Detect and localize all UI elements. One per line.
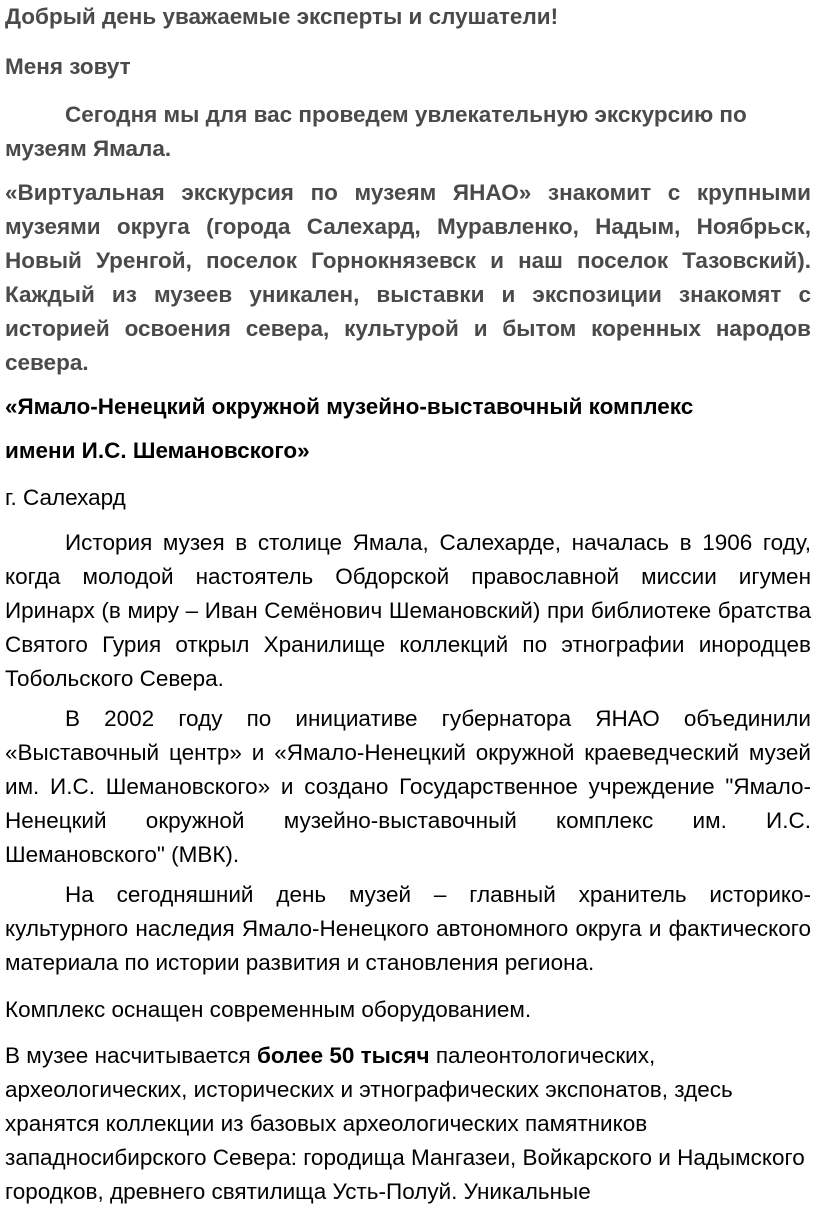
equipment-line: Комплекс оснащен современным оборудованием.	[5, 997, 532, 1022]
virtual-tour-paragraph: «Виртуальная экскурсия по музеям ЯНАО» знакомит с крупными музеями округа (города Салехард, Муравленко, Надым, Ноябрьск, Новый Уренгой, поселок Горнокнязевск и наш поселок Тазовский). Каждый из музеев уникален, выставки и экспозиции знакомят с историей освоения севера, культурой и бытом коренных народов севера.	[5, 180, 811, 375]
name-line: Меня зовут	[5, 54, 131, 79]
collection-rest: палеонтологических, археологических, исторических и этнографических экспонатов, здесь хранятся коллекции из базовых археологических памятников западносибирского Севера: городища Мангазеи, Войкарского и Надымского городков, древнего святилища Усть-Полуй. Уникальные	[5, 1043, 805, 1204]
museum-title-line-1: «Ямало-Ненецкий окружной музейно-выставочный комплекс	[5, 394, 694, 419]
keeper-paragraph: На сегодняшний день музей – главный хранитель историко-культурного наследия Ямало-Ненецкого автономного округа и фактического материала по истории развития и становления региона.	[5, 882, 811, 975]
city-line: г. Салехард	[5, 485, 126, 510]
intro-paragraph: Сегодня мы для вас проведем увлекательную экскурсию по музеям Ямала.	[5, 102, 747, 161]
greeting: Добрый день уважаемые эксперты и слушатели!	[5, 4, 559, 29]
collection-count: более 50 тысяч	[257, 1043, 430, 1068]
museum-title-line-2: имени И.С. Шемановского»	[5, 438, 310, 463]
collection-prefix: В музее насчитывается	[5, 1043, 257, 1068]
merger-paragraph: В 2002 году по инициативе губернатора ЯНАО объединили «Выставочный центр» и «Ямало-Ненецкий окружной краеведческий музей им. И.С. Шемановского» и создано Государственное учреждение "Ямало-Ненецкий окружной музейно-выставочный комплекс им. И.С. Шемановского" (МВК).	[5, 706, 811, 867]
history-paragraph: История музея в столице Ямала, Салехарде, началась в 1906 году, когда молодой настоятель Обдорской православной миссии игумен Иринарх (в миру – Иван Семёнович Шемановский) при библиотеке братства Святого Гурия открыл Хранилище коллекций по этнографии инородцев Тобольского Севера.	[5, 530, 811, 691]
collection-paragraph	[5, 1039, 811, 1209]
